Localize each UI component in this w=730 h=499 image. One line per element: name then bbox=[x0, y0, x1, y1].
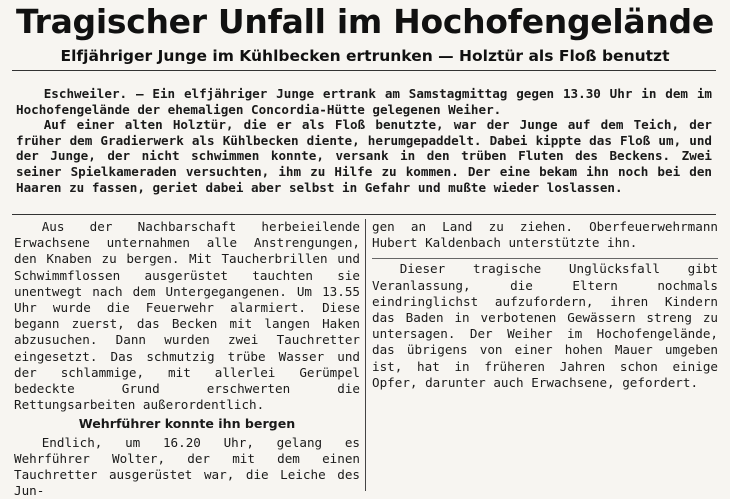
column2-paragraph-1: gen an Land zu ziehen. Oberfeuerwehrmann Hubert Kaldenbach unterstützte ihn. bbox=[372, 219, 718, 251]
headline: Tragischer Unfall im Hochofengelände bbox=[16, 2, 714, 41]
subheadline: Elfjähriger Junge im Kühlbecken ertrunken — Holztür als Floß benutzt bbox=[60, 47, 670, 65]
column1-paragraph-2: Endlich, um 16.20 Uhr, gelang es Wehrführer Wolter, der mit dem einen Tauchretter ausgerüstet war, die Leiche des Jun- bbox=[14, 434, 360, 499]
lead-paragraph-1: Eschweiler. — Ein elfjähriger Junge ertrank am Samstagmittag gegen 13.30 Uhr in dem im Hochofengelände der ehemaligen Concordia-Hütte gelegenen Weiher. bbox=[16, 86, 712, 117]
column2-rule bbox=[372, 258, 718, 259]
lead-section bbox=[16, 86, 712, 195]
column1-subheading: Wehrführer konnte ihn bergen bbox=[78, 416, 296, 432]
column2-paragraph-2: Dieser tragische Unglücksfall gibt Veranlassung, die Eltern nochmals eindringlichst aufzufordern, ihren Kindern das Baden in verbotenen Gewässern streng zu untersagen. Der Weiher im Hochofengelände, das übrigens von einer hohen Mauer umgeben ist, hat in früheren Jahren schon einige Opfer, darunter auch Erwachsene, gefordert. bbox=[372, 261, 718, 390]
column2-gap bbox=[372, 251, 718, 261]
article-column-1 bbox=[14, 219, 360, 499]
column-divider bbox=[365, 219, 366, 491]
lead-paragraph-2: Auf einer alten Holztür, die er als Floß benutzte, war der Junge auf dem Teich, der früher dem Gradierwerk als Kühlbecken diente, herumgepaddelt. Dabei kippte das Floß um, und der Junge, der nicht schwimmen konnte, versank in den trüben Fluten des Beckens. Zwei seiner Spielkameraden versuchten, ihm zu Hilfe zu kommen. Der eine bekam ihn noch bei den Haaren zu fassen, geriet dabei aber selbst in Gefahr und mußte wieder loslassen. bbox=[16, 117, 712, 195]
article-column-2 bbox=[372, 219, 718, 391]
headline-rule bbox=[12, 70, 716, 71]
lead-rule bbox=[12, 214, 716, 215]
column1-paragraph-1: Aus der Nachbarschaft herbeieilende Erwachsene unternahmen alle Anstrengungen, den Knaben zu bergen. Mit Taucherbrillen und Schwimmflossen ausgerüstet tauchten sie unentwegt nach dem Untergegangenen. Um 13.55 Uhr wurde die Feuerwehr alarmiert. Diese begann zuerst, das Becken mit langen Haken abzusuchen. Dann wurden zwei Tauchretter eingesetzt. Das schmutzig trübe Wasser und der schlammige, mit allerlei Gerümpel bedeckte Grund erschwerten die Rettungsarbeiten außerordentlich. bbox=[14, 219, 360, 413]
